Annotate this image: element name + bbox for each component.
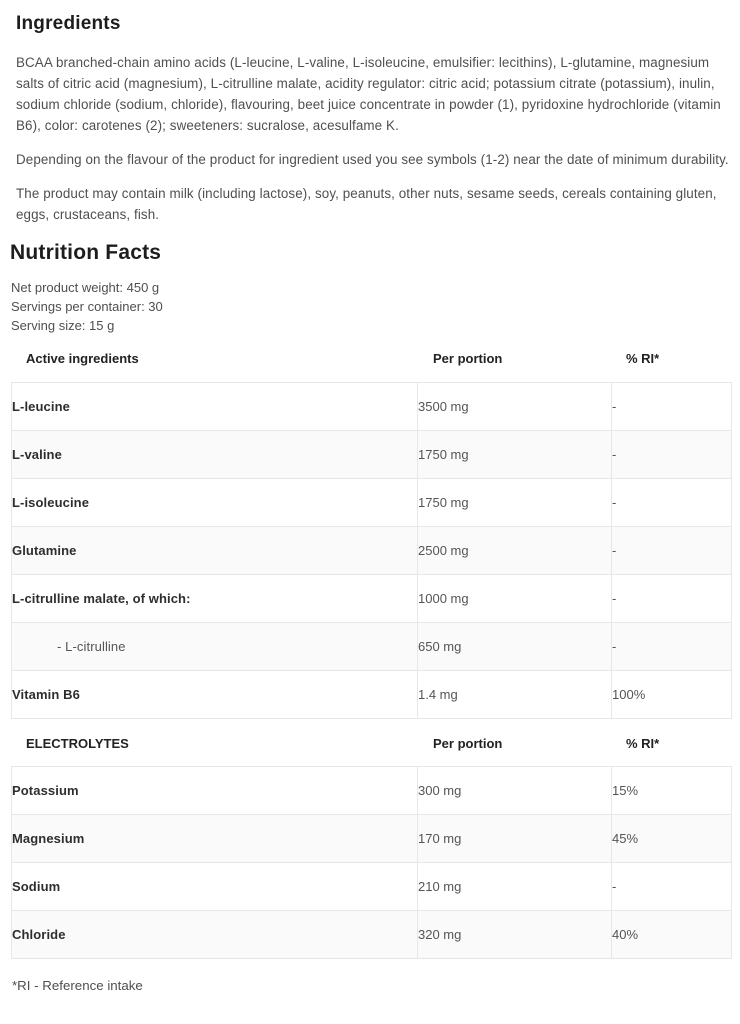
- nutrition-facts-section: [0, 241, 740, 993]
- ri-value: 40%: [612, 911, 732, 959]
- portion-value: 1000 mg: [418, 575, 612, 623]
- table-row: [12, 383, 732, 431]
- net-product-weight: Net product weight: 450 g: [11, 280, 160, 295]
- flavour-symbols-note: Depending on the flavour of the product for ingredient used you see symbols (1-2) near the date of minimum durability.: [16, 152, 729, 167]
- ingredient-name: L-leucine: [12, 383, 418, 431]
- column-header-active-ingredients: Active ingredients: [26, 351, 139, 366]
- portion-value: 300 mg: [418, 767, 612, 815]
- ingredients-section: [0, 0, 740, 225]
- ingredient-name: L-valine: [12, 431, 418, 479]
- ingredient-name: Vitamin B6: [12, 671, 418, 719]
- table-row: [12, 671, 732, 719]
- ri-value: 45%: [612, 815, 732, 863]
- portion-value: 1750 mg: [418, 431, 612, 479]
- portion-value: 1750 mg: [418, 479, 612, 527]
- reference-intake-note: *RI - Reference intake: [12, 978, 143, 993]
- table-row: [12, 911, 732, 959]
- portion-value: 170 mg: [418, 815, 612, 863]
- table-row: [12, 479, 732, 527]
- column-header-per-portion: Per portion: [433, 736, 503, 751]
- ingredient-name: - L-citrulline: [12, 623, 418, 671]
- electrolyte-name: Chloride: [12, 911, 418, 959]
- electrolytes-table: [11, 766, 732, 959]
- nutrition-facts-title: Nutrition Facts: [10, 241, 162, 264]
- allergen-note: The product may contain milk (including lactose), soy, peanuts, other nuts, sesame seeds, cereals containing gluten, eggs, crustaceans, fish.: [16, 186, 717, 222]
- electrolyte-name: Magnesium: [12, 815, 418, 863]
- electrolytes-header-row: [11, 736, 731, 751]
- ri-value: -: [612, 431, 732, 479]
- ingredient-name: Glutamine: [12, 527, 418, 575]
- ingredient-name: L-citrulline malate, of which:: [12, 575, 418, 623]
- ri-value: 100%: [612, 671, 732, 719]
- table-row: [12, 575, 732, 623]
- column-header-ri: % RI*: [626, 736, 660, 751]
- table-row: [12, 623, 732, 671]
- table-row: [12, 527, 732, 575]
- ri-value: -: [612, 383, 732, 431]
- table-row: [12, 431, 732, 479]
- portion-value: 210 mg: [418, 863, 612, 911]
- ri-value: 15%: [612, 767, 732, 815]
- ri-value: -: [612, 575, 732, 623]
- active-ingredients-table: [11, 382, 732, 719]
- ingredients-title: Ingredients: [16, 13, 121, 34]
- electrolyte-name: Sodium: [12, 863, 418, 911]
- portion-value: 320 mg: [418, 911, 612, 959]
- table-row: [12, 815, 732, 863]
- ri-value: -: [612, 527, 732, 575]
- portion-value: 3500 mg: [418, 383, 612, 431]
- column-header-electrolytes: ELECTROLYTES: [26, 736, 129, 751]
- table-row: [12, 767, 732, 815]
- ingredient-name: L-isoleucine: [12, 479, 418, 527]
- column-header-ri: % RI*: [626, 351, 660, 366]
- table-row: [12, 863, 732, 911]
- ri-value: -: [612, 863, 732, 911]
- servings-per-container: Servings per container: 30: [11, 299, 163, 314]
- portion-value: 650 mg: [418, 623, 612, 671]
- product-meta: [11, 278, 740, 335]
- column-header-per-portion: Per portion: [433, 351, 503, 366]
- portion-value: 1.4 mg: [418, 671, 612, 719]
- ri-value: -: [612, 479, 732, 527]
- active-ingredients-header-row: [11, 351, 731, 366]
- ri-value: -: [612, 623, 732, 671]
- portion-value: 2500 mg: [418, 527, 612, 575]
- serving-size: Serving size: 15 g: [11, 318, 115, 333]
- ingredients-composition-text: BCAA branched-chain amino acids (L-leucine, L-valine, L-isoleucine, emulsifier: lecithins), L-glutamine, magnesium salts of citric acid (magnesium), L-citrulline malate, acidity regulator: citric acid; potassium citrate (potassium), inulin, sodium chloride (sodium, chloride), flavouring, beet juice concentrate in powder (1), pyridoxine hydrochloride (vitamin B6), color: carotenes (2); sweeteners: sucralose, acesulfame K.: [16, 55, 721, 133]
- electrolyte-name: Potassium: [12, 767, 418, 815]
